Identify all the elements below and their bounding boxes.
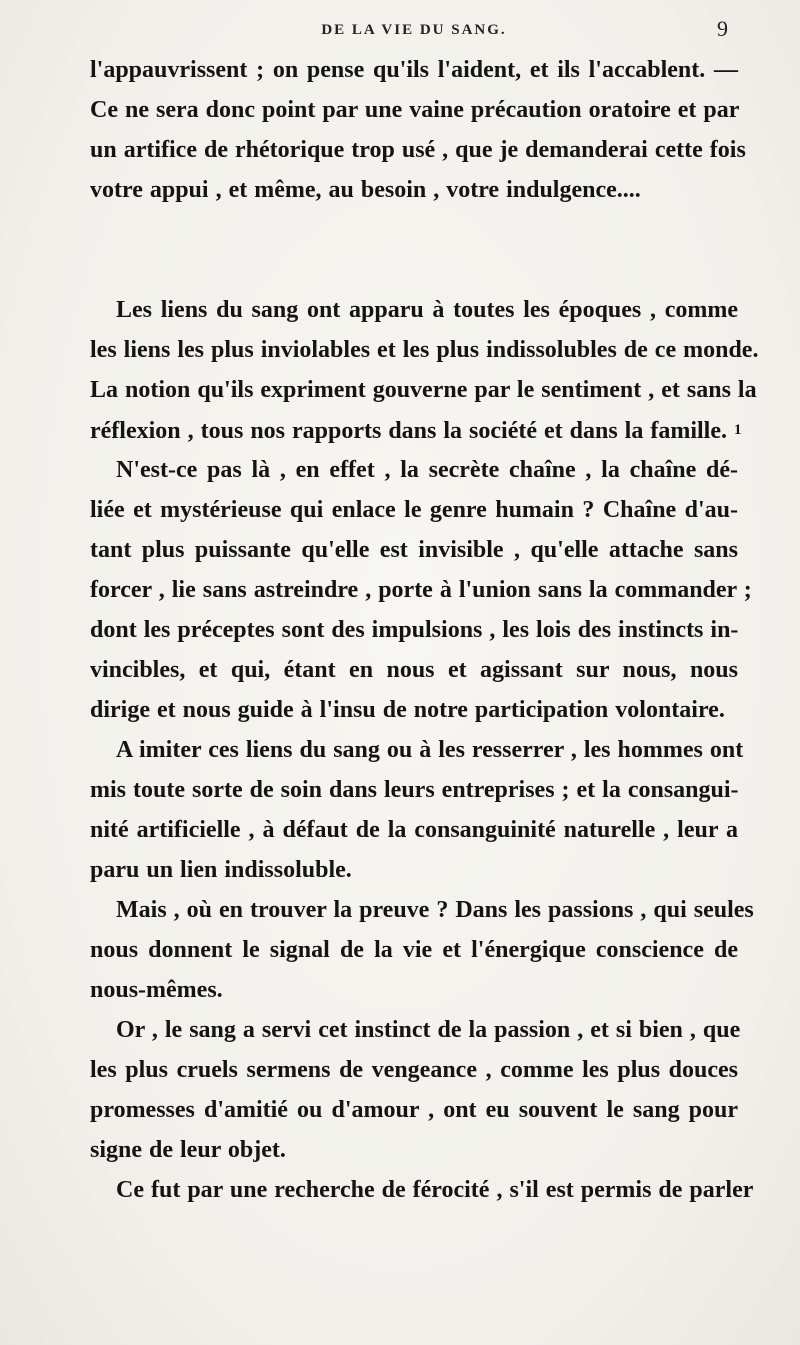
text-line-content: votre appui , et même, au besoin , votre indulgence.... (90, 177, 641, 203)
page-number: 9 (717, 16, 728, 41)
text-line (90, 530, 738, 570)
text-line-content: La notion qu'ils expriment gouverne par le sentiment , et sans la (90, 377, 757, 403)
text-line (90, 490, 738, 530)
running-title: DE LA VIE DU SANG. (321, 22, 507, 38)
text-line-content: nité artificielle , à défaut de la consanguinité naturelle , leur a (90, 817, 738, 843)
text-line-content: liée et mystérieuse qui enlace le genre humain ? Chaîne d'au- (90, 497, 738, 523)
text-line-content: signe de leur objet. (90, 1137, 286, 1163)
text-line-content: Ce ne sera donc point par une vaine précaution oratoire et par (90, 97, 740, 123)
text-line-content: l'appauvrissent ; on pense qu'ils l'aident, et ils l'accablent. — (90, 57, 738, 83)
text-line (90, 570, 752, 610)
text-line (90, 410, 742, 450)
body-text (90, 50, 759, 1210)
text-line (90, 450, 738, 490)
text-line-content: forcer , lie sans astreindre , porte à l'union sans la commander ; (90, 577, 752, 603)
text-line (90, 1130, 738, 1170)
text-line-content: dirige et nous guide à l'insu de notre participation volontaire. (90, 697, 725, 723)
text-line (90, 810, 738, 850)
text-line (90, 850, 738, 890)
text-line-content: mis toute sorte de soin dans leurs entreprises ; et la consangui- (90, 777, 739, 803)
text-line (90, 730, 744, 770)
text-line-content: Or , le sang a servi cet instinct de la passion , et si bien , que (116, 1017, 741, 1043)
text-line (90, 1010, 741, 1050)
text-line (90, 930, 738, 970)
text-line (90, 890, 754, 930)
text-line-content: Ce fut par une recherche de férocité , s'il est permis de parler (116, 1177, 754, 1203)
text-line (90, 970, 738, 1010)
text-line (90, 130, 746, 170)
text-line-content: réflexion , tous nos rapports dans la société et dans la famille. (90, 418, 727, 444)
page-header (100, 16, 728, 46)
text-line-content: dont les préceptes sont des impulsions , les lois des instincts in- (90, 617, 739, 643)
text-line-content: tant plus puissante qu'elle est invisible , qu'elle attache sans (90, 537, 738, 563)
text-line-content: paru un lien indissoluble. (90, 857, 352, 883)
text-line (90, 610, 738, 650)
text-line (90, 50, 738, 90)
text-line-content: Mais , où en trouver la preuve ? Dans les passions , qui seules (116, 897, 754, 923)
text-line (90, 1170, 754, 1210)
text-line (90, 650, 738, 690)
text-line (90, 330, 759, 370)
text-line (90, 170, 738, 210)
text-line (90, 90, 738, 130)
text-line-content: les plus cruels sermens de vengeance , comme les plus douces (90, 1057, 738, 1083)
paragraph-gap (90, 210, 738, 290)
text-line (90, 370, 757, 410)
text-line-content: N'est-ce pas là , en effet , la secrète chaîne , la chaîne dé- (116, 457, 738, 483)
text-line-content: A imiter ces liens du sang ou à les resserrer , les hommes ont (116, 737, 744, 763)
text-line (90, 1090, 738, 1130)
text-line-content: les liens les plus inviolables et les plus indissolubles de ce monde. (90, 337, 759, 363)
text-line-content: vincibles, et qui, étant en nous et agissant sur nous, nous (90, 657, 738, 683)
footnote-marker: 1 (733, 422, 742, 438)
text-line-content: nous donnent le signal de la vie et l'énergique conscience de (90, 937, 738, 963)
text-line (90, 1050, 738, 1090)
text-line-content: nous-mêmes. (90, 977, 223, 1003)
text-line-content: un artifice de rhétorique trop usé , que je demanderai cette fois (90, 137, 746, 163)
text-line (90, 770, 738, 810)
text-line-content: promesses d'amitié ou d'amour , ont eu souvent le sang pour (90, 1097, 738, 1123)
text-line (90, 690, 738, 730)
text-line (90, 290, 738, 330)
text-line-content: Les liens du sang ont apparu à toutes les époques , comme (116, 297, 738, 323)
